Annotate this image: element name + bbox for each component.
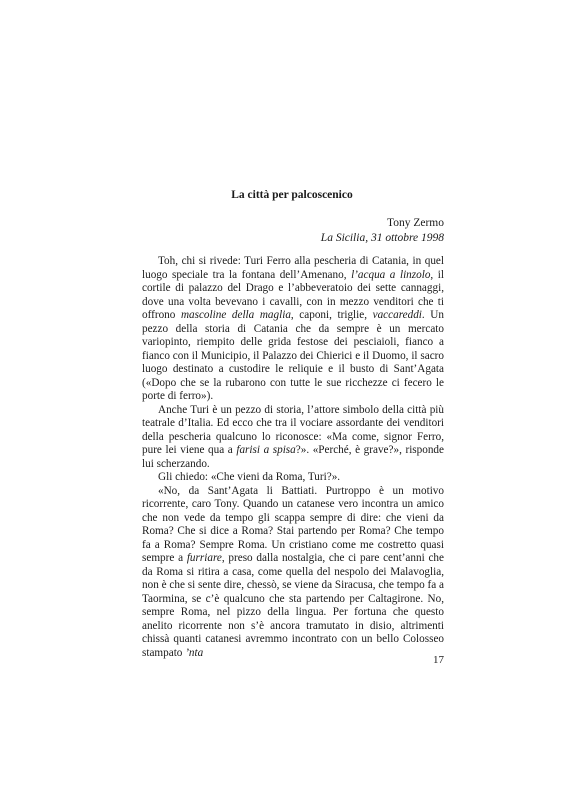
body-paragraph (142, 471, 444, 485)
body-paragraph (142, 255, 444, 404)
body-paragraph (142, 404, 444, 472)
italic-phrase: vaccareddi (372, 309, 422, 321)
body-paragraph (142, 485, 444, 661)
text-run: Anche Turi è un pezzo di storia, l’attore simbolo della città più teatrale d’Italia. Ed ecco che tra il vociare assordante dei venditori della pescheria qualcuno lo riconosce: «Ma come, signor Ferro, pure lei viene qua a (142, 403, 444, 456)
italic-phrase: furriare (186, 552, 222, 564)
italic-phrase: ’nta (185, 646, 204, 659)
page-number: 17 (433, 654, 444, 666)
italic-phrase: l’acqua a linzolo (351, 268, 431, 281)
article-source: La Sicilia, 31 ottobre 1998 (320, 232, 444, 244)
text-run: , il cortile di palazzo del Drago e l’abbeveratoio dei sette cannaggi, dove una volta bevevano i cavalli, con in mezzo venditori che ti offrono (142, 268, 444, 321)
italic-phrase: mascoline della maglia (180, 309, 291, 321)
article-body (142, 255, 444, 660)
article-attribution (142, 216, 444, 246)
text-run: , caponi, triglie, (290, 309, 373, 321)
text-run: «No, da Sant’Agata li Battiati. Purtroppo è un motivo ricorrente, caro Tony. Quando un catanese vero incontra un amico che non vede da tempo gli scappa sempre di dire: che vieni da Roma? Che si dice a Roma? Stai partendo per Roma? Che tempo fa a Roma? Sempre Roma. Un cristiano come me costretto quasi sempre a (142, 484, 444, 564)
article-author: Tony Zermo (386, 217, 444, 229)
article-title: La città per palcoscenico (231, 189, 353, 201)
text-run: Gli chiedo: «Che vieni da Roma, Turi?». (158, 471, 341, 483)
text-run: , preso dalla nostalgia, che ci pare cent’anni che da Roma si ritira a casa, come quella del nespolo dei Malavoglia, non è che si sente dire, chessò, se viene da Siracusa, che tempo fa a Taormina, se c’è qualcuno che sta partendo per Caltagirone. No, sempre Roma, nel pizzo della lingua. Per fortuna che questo anelito ricorrente non s’è ancora tramutato in disio, altrimenti chissà quanti catanesi avremmo incontrato con un bello Colosseo stampato (142, 552, 444, 659)
text-run: Toh, chi si rivede: Turi Ferro alla pescheria di Catania, in quel luogo speciale tra la fontana dell’Amenano, (142, 255, 444, 281)
italic-phrase: farisi a spisa (236, 444, 296, 456)
text-run: ?». «Perché, è grave?», risponde lui scherzando. (142, 444, 444, 470)
text-run: . Un pezzo della storia di Catania che da sempre è un mercato variopinto, riempito delle grida festose dei pesciaioli, fianco a fianco con il Municipio, il Palazzo dei Chierici e il Duomo, il sacro luogo destinato a custodire le reliquie e il busto di Sant’Agata («Dopo che se la rubarono con tutte le sue ricchezze ci fecero le porte di ferro»). (142, 309, 444, 402)
